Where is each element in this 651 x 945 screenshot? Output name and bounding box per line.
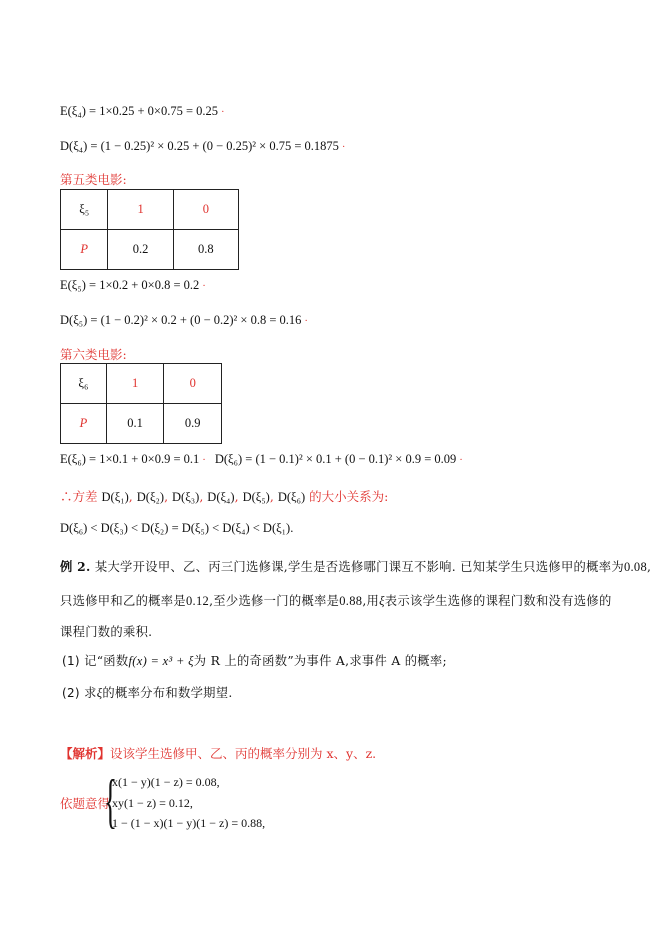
solution-tag: 【解析】 bbox=[60, 746, 111, 761]
edit-mark: · bbox=[202, 281, 206, 292]
solution-intro-text: 设该学生选修甲、乙、丙的概率分别为 x、y、z. bbox=[110, 746, 377, 761]
edit-mark: · bbox=[304, 316, 308, 327]
by-problem-label: 依题意得 bbox=[60, 796, 111, 811]
variance-xi6-text: D(ξ₆) = (1 − 0.1)² × 0.1 + (0 − 0.1)² × 0.9 = 0.09 bbox=[214, 452, 457, 466]
edit-mark: · bbox=[202, 455, 206, 466]
equation-3: 1 − (1 − x)(1 − y)(1 − z) = 0.88, bbox=[112, 816, 266, 830]
conclusion-d1: D(ξ₁) bbox=[101, 490, 129, 504]
separator: , bbox=[164, 489, 169, 504]
table-var-cell: ξ₅ bbox=[61, 190, 108, 230]
example-text: 表示该学生选修的课程门数和没有选修的 bbox=[384, 594, 612, 608]
question-1 bbox=[62, 651, 447, 669]
variance-xi4 bbox=[60, 139, 345, 154]
expectation-xi5 bbox=[60, 278, 206, 293]
edit-mark: · bbox=[221, 107, 225, 118]
question-text: 为 R 上的奇函数”为事件 A,求事件 A 的概率; bbox=[193, 654, 447, 668]
table-value-cell: 0 bbox=[164, 364, 222, 404]
xi-symbol: ξ bbox=[96, 686, 103, 700]
table-prob-cell: 0.1 bbox=[106, 404, 164, 444]
expectation-xi4 bbox=[60, 104, 224, 119]
section6-distribution-table bbox=[60, 363, 222, 444]
example-text: ,至少选修一门的概率是 bbox=[209, 594, 340, 608]
table-prob-cell: 0.8 bbox=[173, 230, 238, 270]
table-value-cell: 0 bbox=[173, 190, 238, 230]
variance-xi4-text: D(ξ₄) = (1 − 0.25)² × 0.25 + (0 − 0.25)² × 0.75 = 0.1875 bbox=[60, 139, 339, 153]
variance-xi5 bbox=[60, 313, 308, 328]
table-prob-cell: 0.9 bbox=[164, 404, 222, 444]
conclusion-d5: D(ξ₅) bbox=[242, 490, 270, 504]
separator: , bbox=[199, 489, 204, 504]
table-value-cell: 1 bbox=[106, 364, 164, 404]
equation-1: x(1 − y)(1 − z) = 0.08, bbox=[112, 775, 220, 789]
example-text: ,用 bbox=[362, 594, 380, 608]
expectation-xi4-text: E(ξ₄) = 1×0.25 + 0×0.75 = 0.25 bbox=[60, 104, 219, 118]
prob-only-jia: 0.08 bbox=[623, 560, 648, 574]
example-line-3: 课程门数的乘积. bbox=[60, 625, 153, 639]
prob-at-least-one: 0.88 bbox=[339, 594, 363, 608]
table-p-label: P bbox=[61, 230, 108, 270]
prob-jia-yi: 0.12 bbox=[185, 594, 210, 608]
conclusion-d6: D(ξ₆) bbox=[277, 490, 306, 504]
question-text: 求 bbox=[84, 686, 97, 700]
system-brace: { bbox=[104, 768, 117, 834]
solution-intro bbox=[60, 744, 376, 762]
conclusion-d4: D(ξ₄) bbox=[207, 490, 235, 504]
separator: , bbox=[128, 489, 133, 504]
example-text: 某大学开设甲、乙、丙三门选修课,学生是否选修哪门课互不影响. 已知某学生只选修甲的概率为 bbox=[94, 560, 624, 574]
variance-comparison-intro bbox=[60, 487, 388, 505]
xi-symbol: ξ bbox=[379, 594, 385, 608]
question-number: (1) bbox=[62, 654, 80, 668]
odd-function-formula: f(x) = x³ + ξ bbox=[128, 654, 194, 668]
question-number: (2) bbox=[62, 686, 80, 700]
example-label: 例 2. bbox=[60, 559, 91, 574]
example-text: 只选修甲和乙的概率是 bbox=[60, 594, 186, 608]
table-var-cell: ξ₆ bbox=[61, 364, 107, 404]
variance-order: D(ξ₆) < D(ξ₃) < D(ξ₂) = D(ξ₅) < D(ξ₄) < D(ξ₁). bbox=[60, 521, 294, 535]
conclusion-prefix: ∴方差 bbox=[60, 489, 98, 504]
punct: , bbox=[647, 560, 651, 574]
expectation-xi6-text: E(ξ₆) = 1×0.1 + 0×0.9 = 0.1 bbox=[60, 452, 200, 466]
edit-mark: · bbox=[342, 142, 346, 153]
separator: , bbox=[269, 489, 274, 504]
example-line-2 bbox=[60, 591, 612, 609]
question-text: 记“函数 bbox=[84, 654, 129, 668]
variance-xi5-text: D(ξ₅) = (1 − 0.2)² × 0.2 + (0 − 0.2)² × 0.8 = 0.16 bbox=[60, 313, 302, 327]
example-line-1 bbox=[60, 557, 651, 575]
edit-mark: · bbox=[459, 455, 463, 466]
question-text: 的概率分布和数学期望. bbox=[102, 686, 233, 700]
section5-heading: 第五类电影: bbox=[60, 172, 127, 187]
section6-heading: 第六类电影: bbox=[60, 347, 127, 362]
question-2 bbox=[62, 683, 233, 701]
conclusion-d2: D(ξ₂) bbox=[136, 490, 165, 504]
table-p-label: P bbox=[61, 404, 107, 444]
separator: , bbox=[234, 489, 239, 504]
conclusion-suffix: 的大小关系为: bbox=[309, 489, 389, 504]
equation-2: xy(1 − z) = 0.12, bbox=[112, 796, 193, 810]
expectation-variance-xi6 bbox=[60, 452, 463, 467]
conclusion-d3: D(ξ₃) bbox=[172, 490, 200, 504]
table-prob-cell: 0.2 bbox=[108, 230, 173, 270]
expectation-xi5-text: E(ξ₅) = 1×0.2 + 0×0.8 = 0.2 bbox=[60, 278, 200, 292]
table-value-cell: 1 bbox=[108, 190, 173, 230]
section5-distribution-table bbox=[60, 189, 239, 270]
